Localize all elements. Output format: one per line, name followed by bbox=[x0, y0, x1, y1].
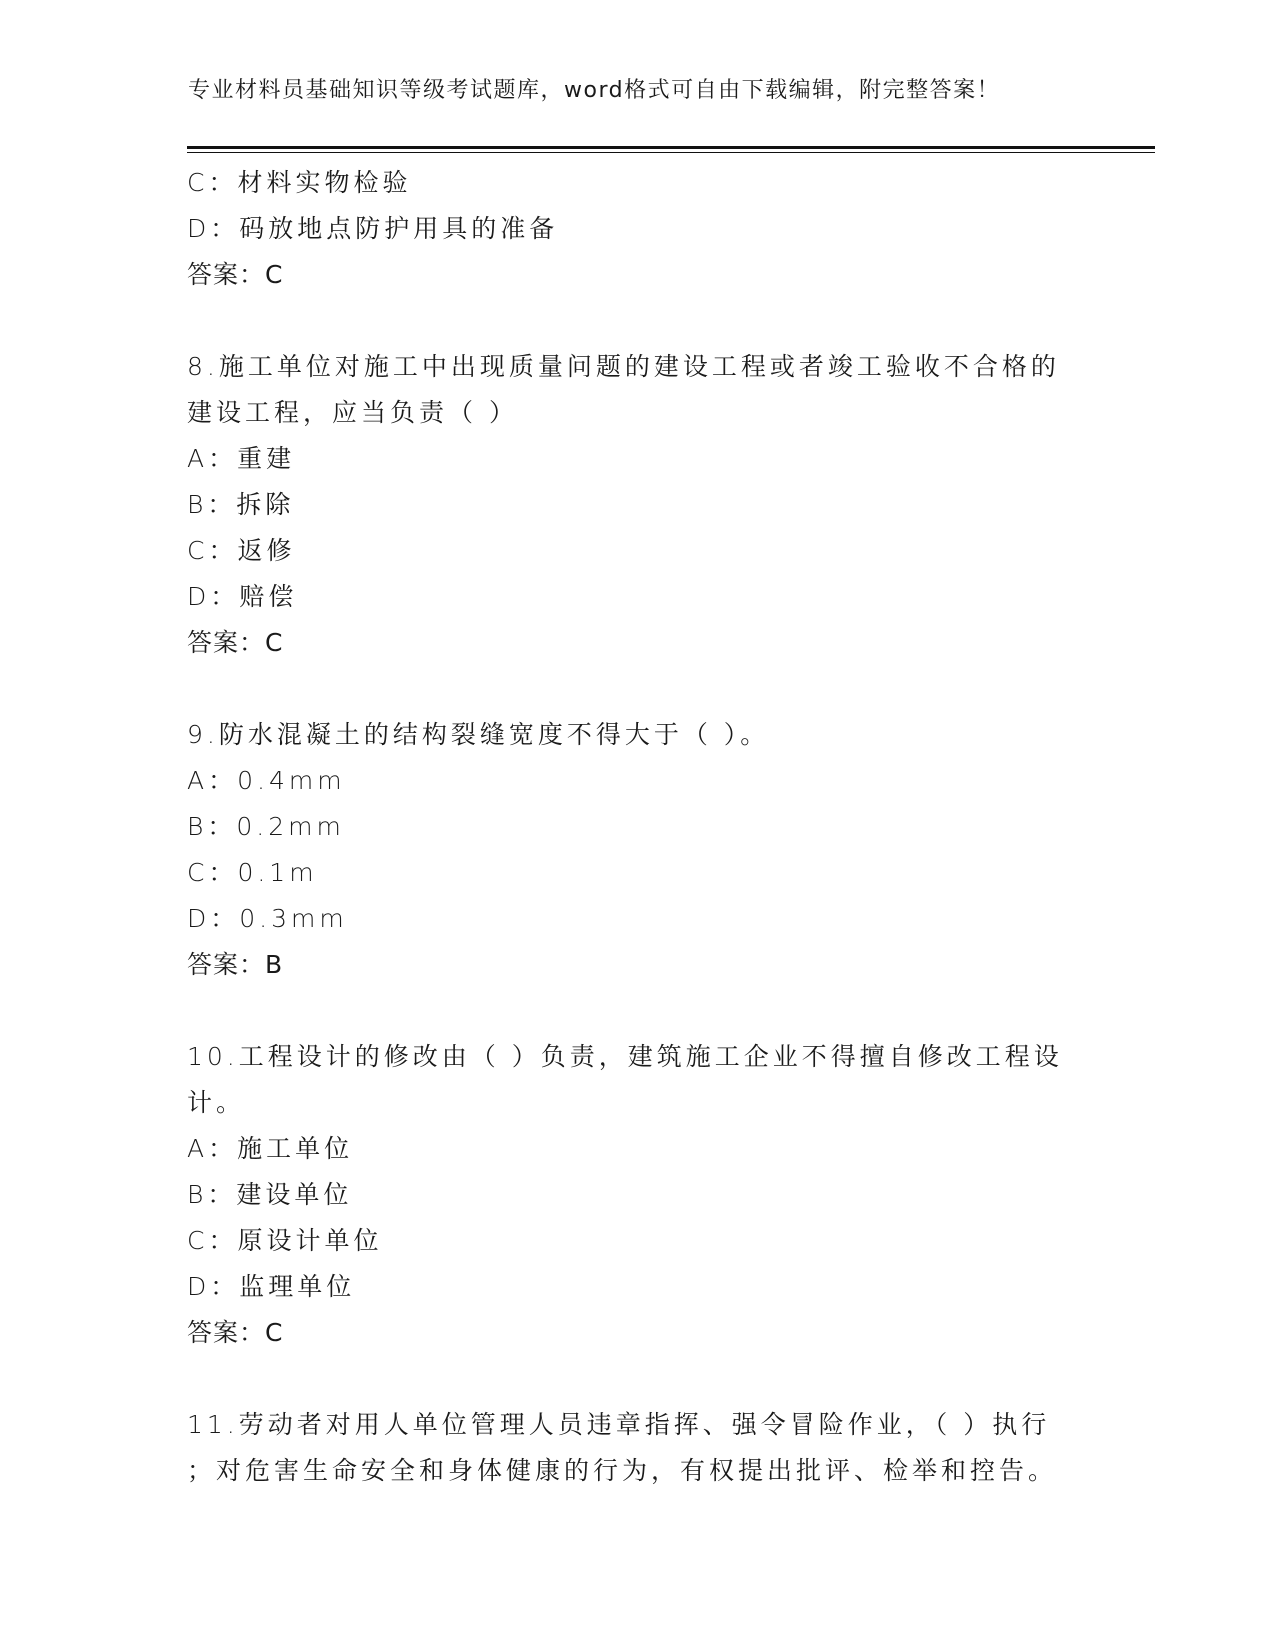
option-line: D：0.3mm bbox=[187, 904, 348, 933]
answer-line: 答案：C bbox=[187, 1318, 284, 1347]
option-line: D：码放地点防护用具的准备 bbox=[187, 214, 559, 243]
question-content bbox=[187, 160, 1087, 1494]
option-line: C：材料实物检验 bbox=[187, 168, 412, 197]
question-text: 10.工程设计的修改由（ ）负责，建筑施工企业不得擅自修改工程设 bbox=[187, 1042, 1063, 1071]
question-text: 建设工程，应当负责（ ） bbox=[187, 398, 518, 427]
option-line: C：返修 bbox=[187, 536, 296, 565]
question-text: 9.防水混凝土的结构裂缝宽度不得大于（ ）。 bbox=[187, 720, 770, 749]
question-text: 计。 bbox=[187, 1088, 246, 1117]
question-text: 11.劳动者对用人单位管理人员违章指挥、强令冒险作业，（ ）执行 bbox=[187, 1410, 1051, 1439]
page-header: 专业材料员基础知识等级考试题库，word格式可自由下载编辑，附完整答案！ bbox=[188, 78, 1001, 103]
answer-line: 答案：B bbox=[187, 950, 284, 979]
option-line: D：监理单位 bbox=[187, 1272, 356, 1301]
option-line: A：重建 bbox=[187, 444, 296, 473]
header-divider-thin bbox=[187, 152, 1155, 153]
header-divider bbox=[187, 146, 1155, 149]
option-line: D：赔偿 bbox=[187, 582, 298, 611]
option-line: C：0.1m bbox=[187, 858, 318, 887]
option-line: C：原设计单位 bbox=[187, 1226, 383, 1255]
option-line: A：0.4mm bbox=[187, 766, 346, 795]
question-text: ；对危害生命安全和身体健康的行为，有权提出批评、检举和控告。 bbox=[187, 1456, 1058, 1485]
option-line: A：施工单位 bbox=[187, 1134, 354, 1163]
answer-line: 答案：C bbox=[187, 628, 284, 657]
option-line: B：0.2mm bbox=[187, 812, 345, 841]
answer-line: 答案：C bbox=[187, 260, 284, 289]
question-text: 8.施工单位对施工中出现质量问题的建设工程或者竣工验收不合格的 bbox=[187, 352, 1060, 381]
option-line: B：建设单位 bbox=[187, 1180, 353, 1209]
option-line: B：拆除 bbox=[187, 490, 295, 519]
